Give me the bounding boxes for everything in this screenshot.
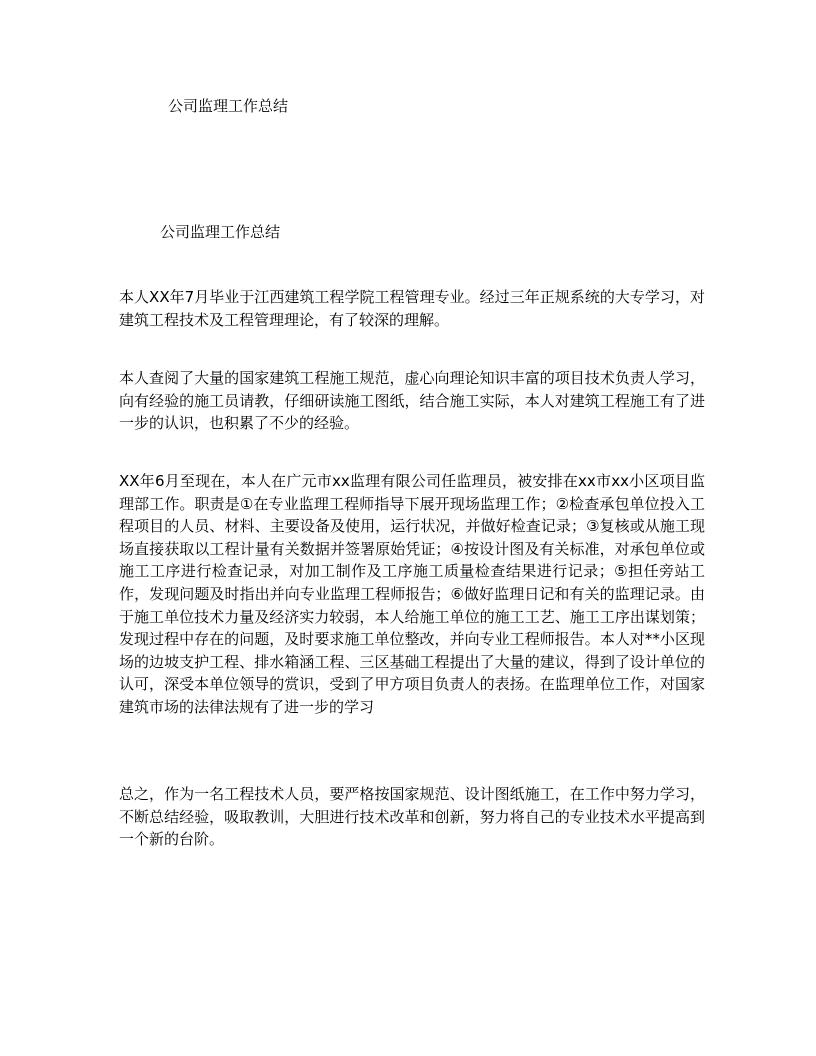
paragraph-work-experience: XX年6月至现在，本人在广元市xx监理有限公司任监理员，被安排在xx市xx小区项目监理部工作。职责是①在专业监理工程师指导下展开现场监理工作；②检查承包单位投入工程项目的人员、材料、主要设备及使用，运行状况，并做好检查记录；③复核或从施工现场直接获取以工程计量有关数据并签署原始凭证；④按设计图及有关标准，对承包单位或施工工序进行检查记录，对加工制作及工序施工质量检查结果进行记录；⑤担任旁站工作，发现问题及时指出并向专业监理工程师报告；⑥做好监理日记和有关的监理记录。由于施工单位技术力量及经济实力较弱，本人给施工单位的施工工艺、施工工序出谋划策；发现过程中存在的问题，及时要求施工单位整改，并向专业工程师报告。本人对**小区现场的边坡支护工程、排水箱涵工程、三区基础工程提出了大量的建议，得到了设计单位的认可，深受本单位领导的赏识，受到了甲方项目负责人的表扬。在监理单位工作，对国家建筑市场的法律法规有了进一步的学习 (119, 472, 705, 716)
document-subtitle: 公司监理工作总结 (160, 223, 281, 241)
paragraph-conclusion: 总之，作为一名工程技术人员，要严格按国家规范、设计图纸施工，在工作中努力学习，不断总结经验，吸取教训，大胆进行技术改革和创新，努力将自己的专业技术水平提高到一个新的台阶。 (119, 785, 705, 849)
document-title: 公司监理工作总结 (168, 97, 289, 115)
paragraph-learning: 本人查阅了大量的国家建筑工程施工规范，虚心向理论知识丰富的项目技术负责人学习，向有经验的施工员请教，仔细研读施工图纸，结合施工实际，本人对建筑工程施工有了进一步的认识，也积累了不少的经验。 (119, 369, 705, 433)
paragraph-education: 本人XX年7月毕业于江西建筑工程学院工程管理专业。经过三年正规系统的大专学习，对建筑工程技术及工程管理理论，有了较深的理解。 (119, 288, 705, 329)
